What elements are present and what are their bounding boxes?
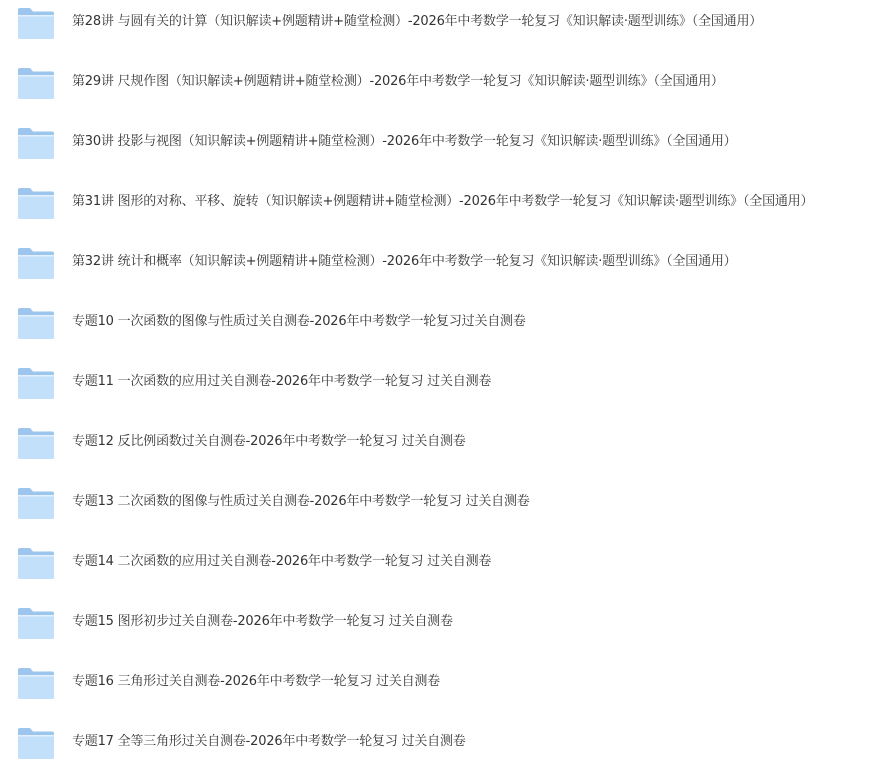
folder-item[interactable]	[0, 662, 870, 722]
folder-icon	[17, 366, 55, 400]
folder-name: 专题12 反比例函数过关自测卷-2026年中考数学一轮复习 过关自测卷	[72, 434, 466, 449]
folder-name: 专题11 一次函数的应用过关自测卷-2026年中考数学一轮复习 过关自测卷	[72, 374, 492, 389]
folder-item[interactable]	[0, 2, 870, 62]
folder-icon	[17, 666, 55, 700]
folder-item[interactable]	[0, 722, 870, 782]
folder-icon	[17, 66, 55, 100]
folder-name: 专题15 图形初步过关自测卷-2026年中考数学一轮复习 过关自测卷	[72, 614, 453, 629]
folder-name: 第29讲 尺规作图（知识解读+例题精讲+随堂检测）-2026年中考数学一轮复习《知识解读·题型训练》（全国通用）	[72, 74, 724, 89]
folder-name: 第32讲 统计和概率（知识解读+例题精讲+随堂检测）-2026年中考数学一轮复习《知识解读·题型训练》（全国通用）	[72, 254, 737, 269]
folder-item[interactable]	[0, 422, 870, 482]
folder-item[interactable]	[0, 302, 870, 362]
folder-icon	[17, 186, 55, 220]
folder-icon	[17, 426, 55, 460]
folder-icon	[17, 606, 55, 640]
folder-name: 专题10 一次函数的图像与性质过关自测卷-2026年中考数学一轮复习过关自测卷	[72, 314, 526, 329]
folder-item[interactable]	[0, 122, 870, 182]
folder-icon	[17, 246, 55, 280]
folder-icon	[17, 486, 55, 520]
folder-name: 专题13 二次函数的图像与性质过关自测卷-2026年中考数学一轮复习 过关自测卷	[72, 494, 530, 509]
folder-item[interactable]	[0, 482, 870, 542]
folder-item[interactable]	[0, 602, 870, 662]
folder-icon	[17, 6, 55, 40]
folder-name: 专题14 二次函数的应用过关自测卷-2026年中考数学一轮复习 过关自测卷	[72, 554, 492, 569]
folder-name: 专题17 全等三角形过关自测卷-2026年中考数学一轮复习 过关自测卷	[72, 734, 466, 749]
folder-icon	[17, 126, 55, 160]
folder-name: 专题16 三角形过关自测卷-2026年中考数学一轮复习 过关自测卷	[72, 674, 440, 689]
folder-item[interactable]	[0, 62, 870, 122]
folder-item[interactable]	[0, 242, 870, 302]
folder-icon	[17, 726, 55, 760]
folder-item[interactable]	[0, 542, 870, 602]
folder-name: 第30讲 投影与视图（知识解读+例题精讲+随堂检测）-2026年中考数学一轮复习《知识解读·题型训练》（全国通用）	[72, 134, 737, 149]
folder-icon	[17, 306, 55, 340]
folder-icon	[17, 546, 55, 580]
folder-item[interactable]	[0, 362, 870, 422]
folder-item[interactable]	[0, 182, 870, 242]
folder-name: 第31讲 图形的对称、平移、旋转（知识解读+例题精讲+随堂检测）-2026年中考数学一轮复习《知识解读·题型训练》（全国通用）	[72, 194, 814, 209]
folder-name: 第28讲 与圆有关的计算（知识解读+例题精讲+随堂检测）-2026年中考数学一轮复习《知识解读·题型训练》（全国通用）	[72, 14, 763, 29]
